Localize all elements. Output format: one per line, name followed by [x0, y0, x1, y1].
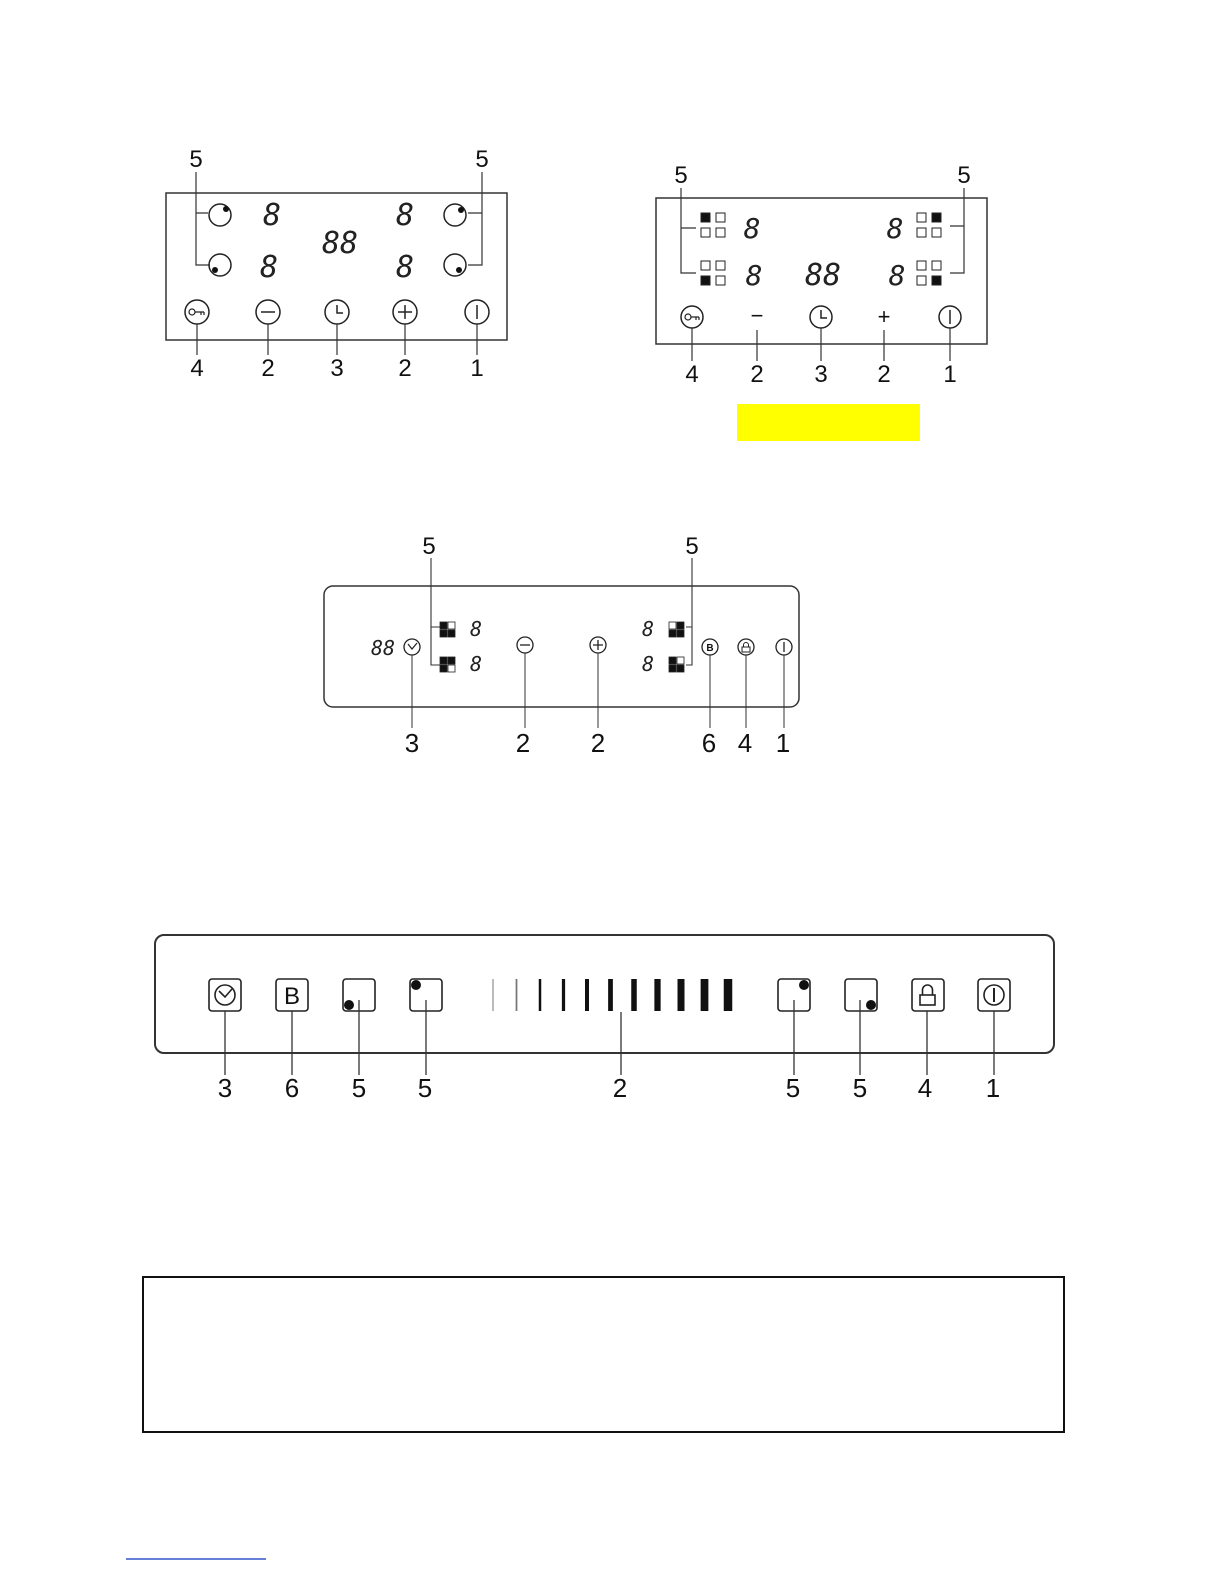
panel-3-callouts — [405, 728, 790, 758]
callout-4: 4 — [190, 355, 204, 382]
callout-1: 1 — [775, 728, 791, 758]
power-level-display-right-bottom: 8 — [641, 652, 655, 676]
key-lock-button[interactable] — [185, 300, 209, 324]
callout-5-right: 5 — [957, 162, 971, 189]
callout-2: 2 — [612, 1073, 628, 1103]
plus-icon — [593, 640, 603, 650]
key-lock-icon — [685, 314, 699, 320]
power-button[interactable] — [465, 300, 489, 324]
slider-bar[interactable] — [701, 979, 709, 1011]
zone-dot-icon — [799, 980, 809, 990]
callout-2: 2 — [398, 355, 412, 382]
callout-5: 5 — [852, 1073, 868, 1103]
zone-indicator-top-left — [440, 622, 455, 637]
leader-5-right — [468, 172, 482, 265]
callout-1: 1 — [943, 361, 957, 388]
timer-display: 88 — [804, 258, 842, 293]
highlight-box — [737, 404, 920, 441]
slider-bar[interactable] — [585, 979, 589, 1011]
slider-bar[interactable] — [516, 979, 518, 1011]
callout-5: 5 — [785, 1073, 801, 1103]
power-level-display-bottom-left: 8 — [259, 250, 279, 285]
slider-bar[interactable] — [539, 979, 542, 1011]
empty-text-box — [143, 1277, 1064, 1432]
zone-indicator-bottom-right — [669, 657, 684, 672]
panel-4-callouts — [218, 1073, 1000, 1103]
boost-button[interactable] — [276, 979, 308, 1011]
zone-indicator-front-left — [209, 204, 231, 226]
panel-1-callouts — [190, 355, 483, 382]
timer-button[interactable] — [325, 300, 349, 324]
callout-5: 5 — [351, 1073, 367, 1103]
timer-button[interactable] — [810, 306, 832, 328]
callout-4: 4 — [685, 361, 699, 388]
callout-6: 6 — [284, 1073, 300, 1103]
zone-indicator-bottom-left — [440, 657, 455, 672]
minus-button[interactable] — [517, 637, 533, 653]
zone-indicator-rear-right — [917, 261, 941, 285]
power-button[interactable] — [978, 979, 1010, 1011]
power-level-display-left-top: 8 — [469, 617, 483, 641]
power-icon — [984, 985, 1004, 1005]
panel-1 — [166, 146, 507, 382]
plus-button[interactable] — [590, 637, 606, 653]
lock-icon — [742, 643, 750, 653]
plus-button[interactable]: + — [877, 304, 891, 329]
timer-button[interactable] — [209, 979, 241, 1011]
leader-5-left — [196, 172, 210, 265]
slider-bar[interactable] — [678, 979, 685, 1011]
key-lock-icon — [189, 309, 204, 315]
zone-dot-icon — [344, 1000, 354, 1010]
callout-5-left: 5 — [189, 146, 203, 173]
timer-button[interactable] — [404, 639, 420, 655]
lock-button[interactable] — [912, 979, 944, 1011]
callout-6: 6 — [701, 728, 717, 758]
power-slider[interactable] — [493, 979, 733, 1011]
zone-dot-icon — [866, 1000, 876, 1010]
callout-1: 1 — [470, 355, 484, 382]
plus-icon — [398, 305, 412, 319]
power-level-display-right-top: 8 — [641, 617, 655, 641]
callout-2: 2 — [750, 361, 764, 388]
panel-4 — [155, 935, 1054, 1103]
lock-button[interactable] — [738, 639, 754, 655]
zone-dot-icon — [411, 980, 421, 990]
callout-3: 3 — [404, 728, 420, 758]
power-button[interactable] — [939, 306, 961, 328]
clock-icon — [215, 985, 235, 1005]
minus-button[interactable] — [256, 300, 280, 324]
callout-5: 5 — [417, 1073, 433, 1103]
leader-5-left — [681, 188, 696, 273]
clock-icon — [821, 310, 827, 318]
power-level-display-bottom-right: 8 — [888, 259, 906, 292]
boost-button[interactable] — [702, 639, 718, 655]
leader-5-left — [431, 558, 440, 665]
panel-3 — [324, 533, 799, 758]
zone-indicator-rear-right — [444, 254, 466, 276]
power-level-display-top-left: 8 — [262, 198, 282, 233]
panel-3-frame — [324, 586, 799, 707]
zone-indicator-front-right — [444, 204, 466, 226]
zone-indicator-front-right — [917, 213, 941, 237]
timer-display: 88 — [370, 636, 396, 660]
zone-indicator-top-right — [669, 622, 684, 637]
callout-2: 2 — [261, 355, 275, 382]
boost-icon: B — [706, 643, 714, 654]
panel-2 — [656, 162, 987, 441]
timer-display: 88 — [321, 226, 359, 261]
panel-2-callouts — [685, 361, 956, 388]
slider-bar[interactable] — [631, 979, 637, 1011]
slider-bar[interactable] — [608, 979, 613, 1011]
power-button[interactable] — [776, 639, 792, 655]
callout-3: 3 — [330, 355, 344, 382]
callout-3: 3 — [217, 1073, 233, 1103]
power-level-display-bottom-left: 8 — [745, 259, 763, 292]
clock-icon — [408, 643, 417, 649]
key-lock-button[interactable] — [681, 306, 703, 328]
callout-2: 2 — [877, 361, 891, 388]
zone-indicator-front-left — [701, 213, 725, 237]
zone-indicator-rear-left — [701, 261, 725, 285]
callout-4: 4 — [737, 728, 753, 758]
leaders-bottom — [225, 1000, 994, 1075]
callout-5-right: 5 — [685, 533, 699, 560]
slider-bar[interactable] — [724, 979, 733, 1011]
callout-1: 1 — [985, 1073, 1001, 1103]
clock-icon — [337, 305, 343, 313]
leaders-bottom — [412, 653, 784, 728]
plus-button[interactable] — [393, 300, 417, 324]
minus-button[interactable]: − — [750, 303, 764, 328]
zone-select-rear-right-button[interactable] — [845, 979, 877, 1011]
slider-bar[interactable] — [654, 979, 660, 1011]
slider-bar[interactable] — [493, 979, 494, 1011]
lock-icon — [920, 985, 935, 1005]
slider-bar[interactable] — [562, 979, 565, 1011]
power-level-display-left-bottom: 8 — [469, 652, 483, 676]
zone-indicator-rear-left — [209, 254, 231, 276]
power-level-display-top-left: 8 — [743, 212, 761, 245]
callout-2: 2 — [515, 728, 531, 758]
leader-5-right — [950, 188, 964, 273]
callout-2: 2 — [590, 728, 606, 758]
panel-1-frame — [166, 193, 507, 340]
power-level-display-top-right: 8 — [886, 212, 904, 245]
callout-5-left: 5 — [674, 162, 688, 189]
callout-3: 3 — [814, 361, 828, 388]
leader-5-right — [686, 558, 692, 665]
boost-icon: B — [283, 983, 301, 1010]
power-level-display-top-right: 8 — [395, 198, 415, 233]
callout-5-left: 5 — [422, 533, 436, 560]
callout-5-right: 5 — [475, 146, 489, 173]
callout-4: 4 — [917, 1073, 933, 1103]
power-level-display-bottom-right: 8 — [395, 250, 415, 285]
